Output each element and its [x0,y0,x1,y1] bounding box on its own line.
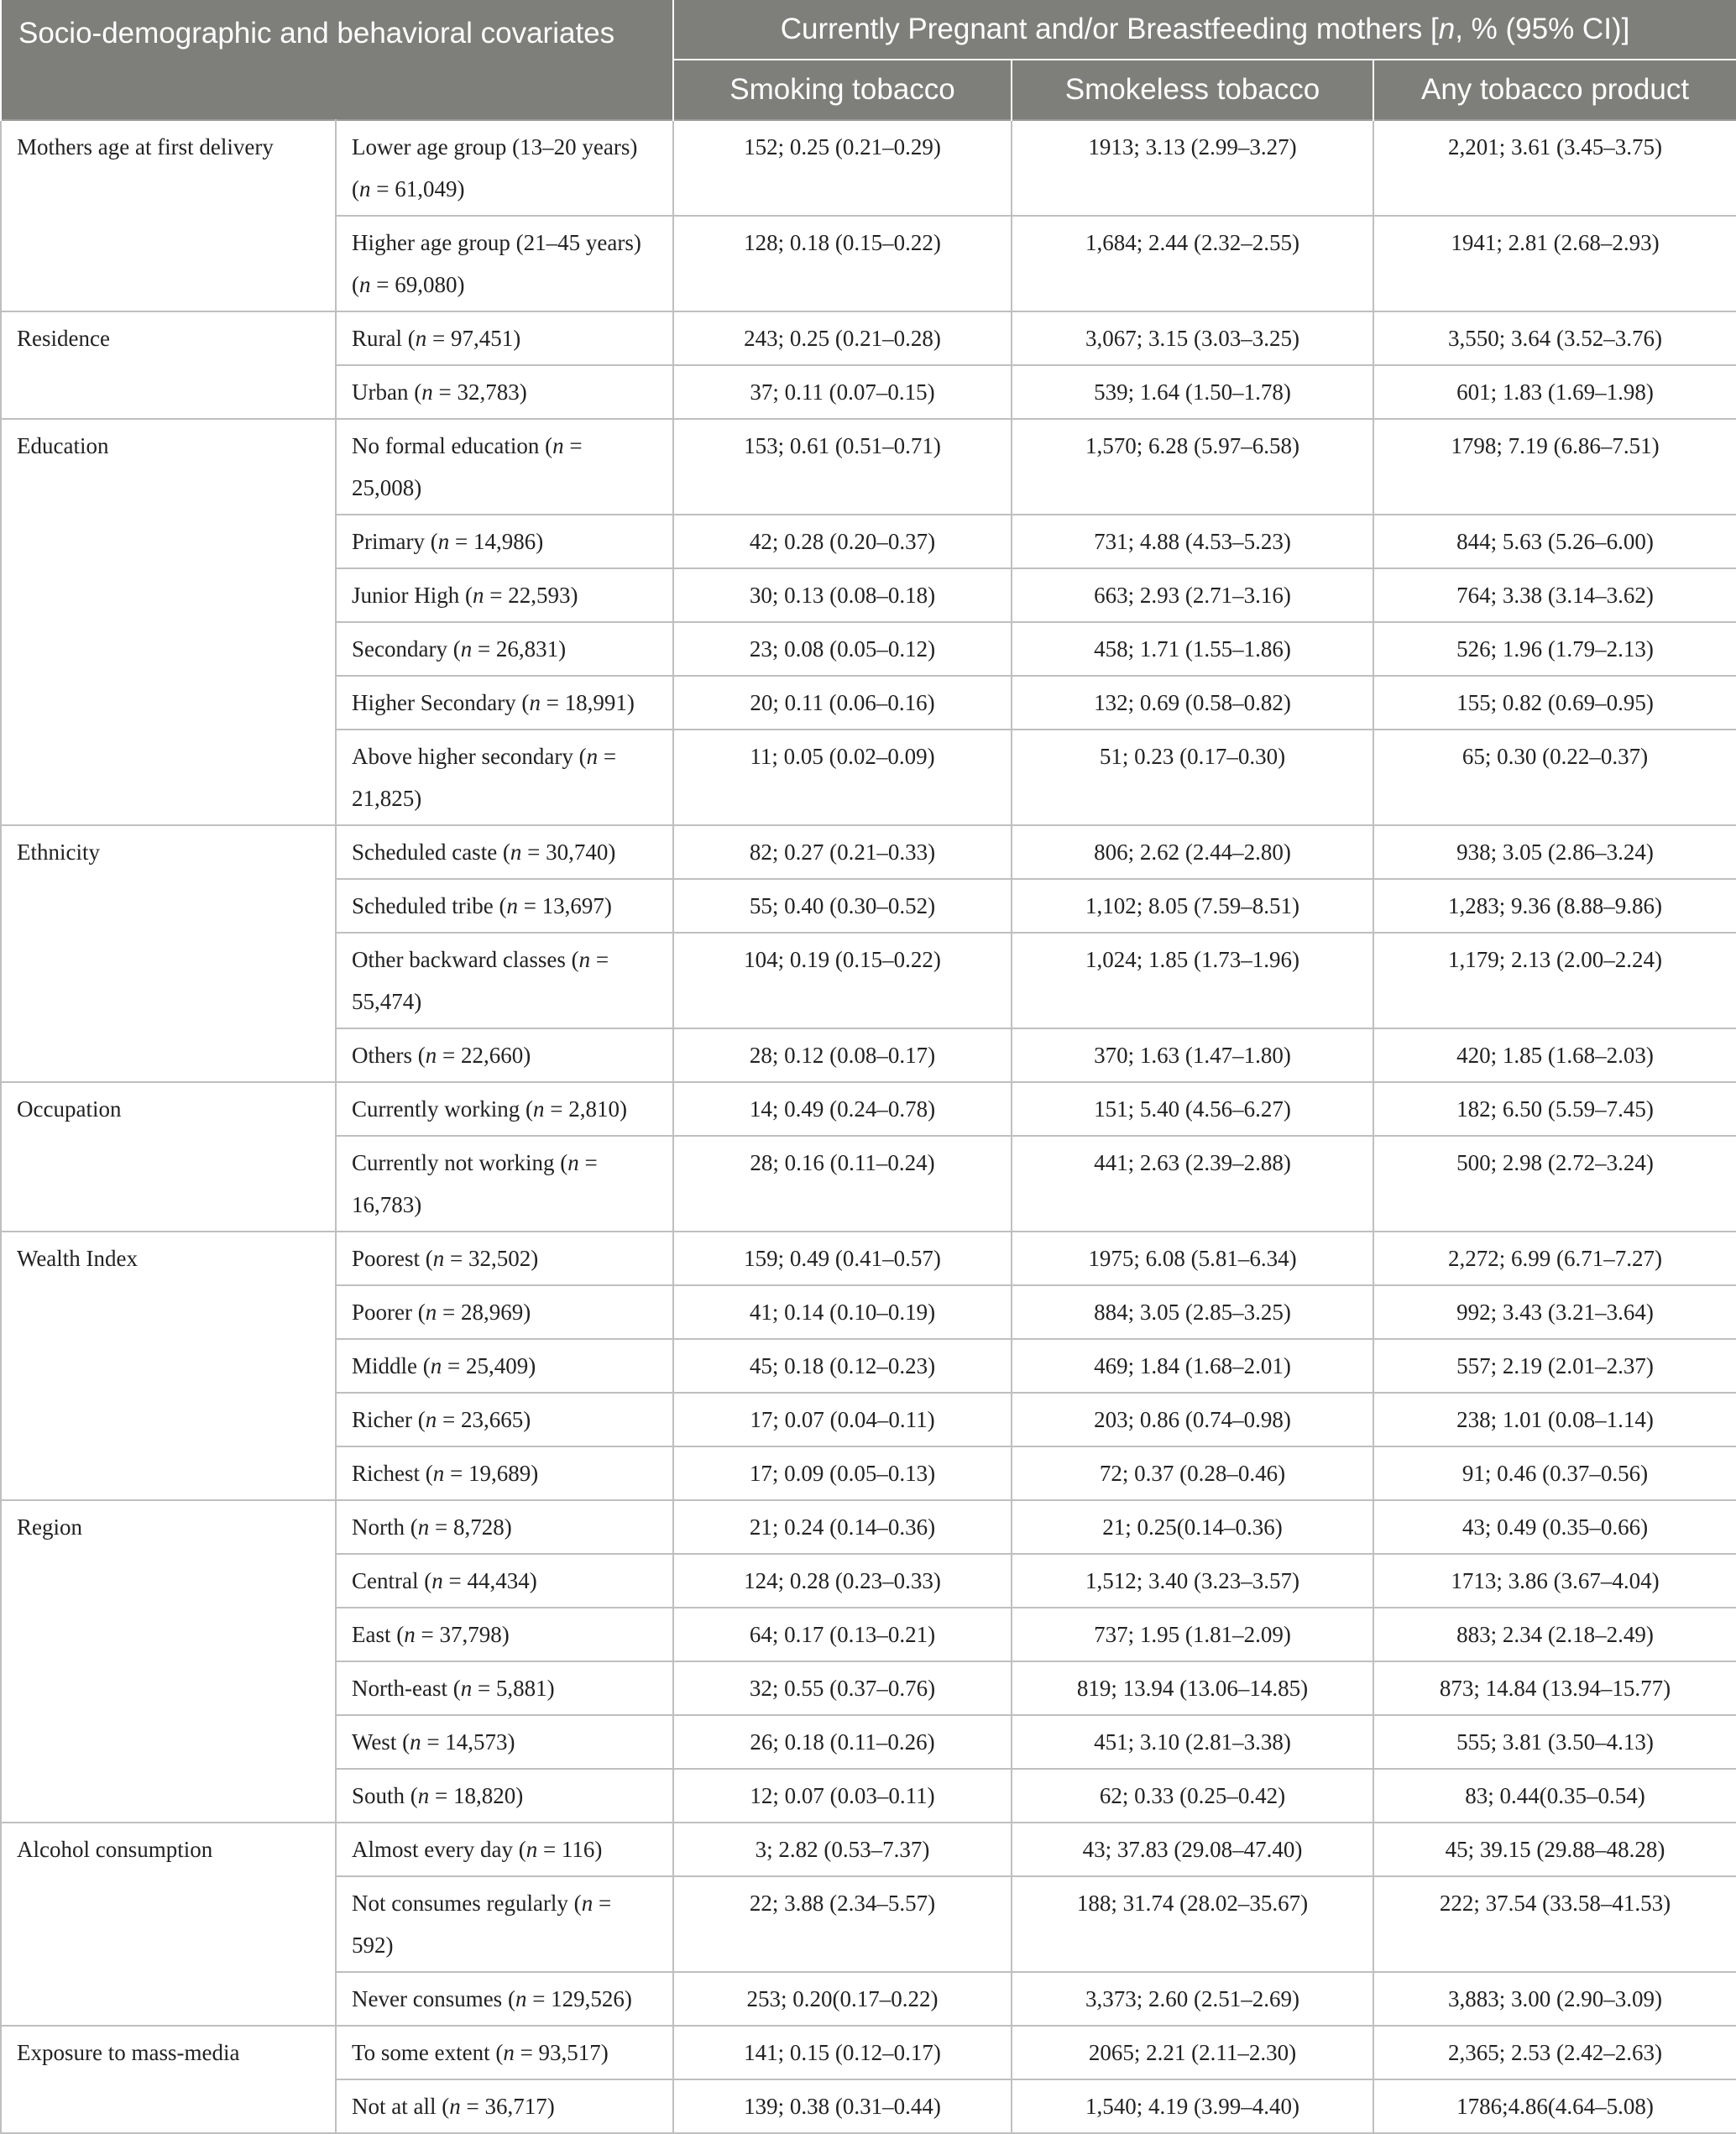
smoking-tobacco-cell: 128; 0.18 (0.15–0.22) [673,216,1012,311]
subgroup-label: Richest ( [352,1461,433,1486]
subgroup-n-symbol: n [421,379,433,405]
subgroup-cell [336,1232,673,1285]
smoking-tobacco-cell: 12; 0.07 (0.03–0.11) [673,1769,1012,1823]
subgroup-label: South ( [352,1783,418,1808]
any-tobacco-cell: 1,283; 9.36 (8.88–9.86) [1373,879,1736,933]
subgroup-cell [336,1285,673,1339]
group-header-n: n [1438,13,1456,45]
subgroup-sample-size: = 37,798) [415,1622,510,1647]
subgroup-cell [336,365,673,419]
any-tobacco-cell: 155; 0.82 (0.69–0.95) [1373,676,1736,730]
any-tobacco-cell: 938; 3.05 (2.86–3.24) [1373,825,1736,879]
subgroup-label: Central ( [352,1568,432,1593]
subgroup-sample-size: = 44,434) [442,1568,537,1593]
smokeless-tobacco-cell: 370; 1.63 (1.47–1.80) [1012,1028,1373,1082]
subgroup-cell [336,419,673,515]
any-tobacco-cell: 222; 37.54 (33.58–41.53) [1373,1876,1736,1972]
smoking-tobacco-cell: 141; 0.15 (0.12–0.17) [673,2026,1012,2079]
subgroup-cell [336,1028,673,1082]
subgroup-sample-size: = 16,783) [352,1150,598,1217]
subgroup-label: East ( [352,1622,405,1647]
subgroup-cell [336,1500,673,1554]
any-tobacco-cell: 1941; 2.81 (2.68–2.93) [1373,216,1736,311]
subgroup-label: North-east ( [352,1676,461,1701]
subgroup-cell [336,730,673,825]
subgroup-sample-size: = 18,991) [540,690,635,715]
any-tobacco-cell: 2,365; 2.53 (2.42–2.63) [1373,2026,1736,2079]
subgroup-n-symbol: n [515,1986,527,2011]
any-tobacco-cell: 883; 2.34 (2.18–2.49) [1373,1608,1736,1661]
subgroup-sample-size: = 32,783) [432,379,527,405]
subgroup-label: North ( [352,1514,418,1540]
any-tobacco-cell: 91; 0.46 (0.37–0.56) [1373,1446,1736,1500]
any-tobacco-cell: 1798; 7.19 (6.86–7.51) [1373,419,1736,515]
subgroup-cell [336,2026,673,2079]
subgroup-label: Higher Secondary ( [352,690,530,715]
subgroup-sample-size: = 93,517) [514,2040,609,2065]
smokeless-tobacco-cell: 1,684; 2.44 (2.32–2.55) [1012,216,1373,311]
smoking-tobacco-cell: 159; 0.49 (0.41–0.57) [673,1232,1012,1285]
smoking-tobacco-cell: 37; 0.11 (0.07–0.15) [673,365,1012,419]
subgroup-sample-size: = 13,697) [517,893,612,918]
smokeless-tobacco-cell: 458; 1.71 (1.55–1.86) [1012,622,1373,676]
smokeless-tobacco-cell: 72; 0.37 (0.28–0.46) [1012,1446,1373,1500]
subgroup-sample-size: = 14,986) [449,529,544,554]
subgroup-cell [336,1393,673,1446]
subgroup-cell [336,622,673,676]
smokeless-tobacco-cell: 451; 3.10 (2.81–3.38) [1012,1715,1373,1769]
subgroup-n-symbol: n [460,1676,473,1701]
category-cell: Alcohol consumption [1,1823,336,2026]
subgroup-cell [336,1339,673,1393]
subgroup-n-symbol: n [432,1461,445,1486]
smoking-tobacco-cell: 11; 0.05 (0.02–0.09) [673,730,1012,825]
table-row [1,120,1736,216]
subgroup-label: Poorer ( [352,1300,426,1325]
subgroup-cell [336,1715,673,1769]
smoking-tobacco-cell: 82; 0.27 (0.21–0.33) [673,825,1012,879]
smokeless-tobacco-cell: 469; 1.84 (1.68–2.01) [1012,1339,1373,1393]
smoking-tobacco-cell: 20; 0.11 (0.06–0.16) [673,676,1012,730]
table-row [1,419,1736,515]
subgroup-n-symbol: n [417,1783,430,1808]
table-row [1,1232,1736,1285]
subgroup-n-symbol: n [473,583,484,608]
smoking-tobacco-cell: 17; 0.07 (0.04–0.11) [673,1393,1012,1446]
smokeless-tobacco-cell: 1,540; 4.19 (3.99–4.40) [1012,2079,1373,2133]
any-tobacco-cell: 238; 1.01 (0.08–1.14) [1373,1393,1736,1446]
any-tobacco-cell: 526; 1.96 (1.79–2.13) [1373,622,1736,676]
table-header [1,0,1736,120]
subgroup-sample-size: = 21,825) [352,744,617,811]
subgroup-label: Not at all ( [352,2094,450,2119]
subgroup-sample-size: = 55,474) [352,947,609,1014]
table-row [1,2026,1736,2079]
category-cell: Residence [1,311,336,419]
category-cell: Wealth Index [1,1232,336,1500]
smoking-tobacco-cell: 55; 0.40 (0.30–0.52) [673,879,1012,933]
subgroup-sample-size: = 32,502) [444,1246,539,1271]
smokeless-tobacco-cell: 663; 2.93 (2.71–3.16) [1012,568,1373,622]
subgroup-cell [336,2079,673,2133]
smoking-tobacco-cell: 21; 0.24 (0.14–0.36) [673,1500,1012,1554]
subgroup-cell [336,1082,673,1136]
subgroup-label: Scheduled caste ( [352,839,510,865]
subgroup-sample-size: = 26,831) [472,636,567,662]
smoking-tobacco-cell: 26; 0.18 (0.11–0.26) [673,1715,1012,1769]
smokeless-tobacco-cell: 884; 3.05 (2.85–3.25) [1012,1285,1373,1339]
subgroup-n-symbol: n [449,2094,461,2119]
any-tobacco-cell: 182; 6.50 (5.59–7.45) [1373,1082,1736,1136]
subgroup-n-symbol: n [503,2040,515,2065]
any-tobacco-cell: 1786;4.86(4.64–5.08) [1373,2079,1736,2133]
subgroup-cell [336,1446,673,1500]
subgroup-label: Secondary ( [352,636,461,662]
subgroup-label: Lower age group (13–20 years) ( [352,134,638,201]
subgroup-sample-size: = 61,049) [370,176,465,201]
subgroup-label: No formal education ( [352,433,553,458]
group-header-prefix: Currently Pregnant and/or Breastfeeding mothers [ [780,13,1439,45]
subgroup-label: Higher age group (21–45 years) ( [352,230,641,297]
subgroup-n-symbol: n [425,1407,437,1432]
any-tobacco-cell: 992; 3.43 (3.21–3.64) [1373,1285,1736,1339]
smoking-tobacco-cell: 22; 3.88 (2.34–5.57) [673,1876,1012,1972]
group-header-suffix: , % (95% CI)] [1455,13,1630,45]
category-cell: Education [1,419,336,825]
any-tobacco-cell: 601; 1.83 (1.69–1.98) [1373,365,1736,419]
any-tobacco-cell: 2,272; 6.99 (6.71–7.27) [1373,1232,1736,1285]
subgroup-cell [336,1972,673,2026]
subgroup-label: Urban ( [352,379,422,405]
subgroup-label: To some extent ( [352,2040,504,2065]
smokeless-tobacco-cell: 737; 1.95 (1.81–2.09) [1012,1608,1373,1661]
smoking-tobacco-cell: 152; 0.25 (0.21–0.29) [673,120,1012,216]
subgroup-n-symbol: n [432,1246,445,1271]
subgroup-n-symbol: n [410,1729,421,1755]
subgroup-cell [336,1554,673,1608]
any-tobacco-cell: 1713; 3.86 (3.67–4.04) [1373,1554,1736,1608]
subgroup-label: Almost every day ( [352,1837,526,1862]
subgroup-cell [336,568,673,622]
any-tobacco-cell: 2,201; 3.61 (3.45–3.75) [1373,120,1736,216]
smoking-tobacco-cell: 28; 0.12 (0.08–0.17) [673,1028,1012,1082]
smoking-tobacco-cell: 153; 0.61 (0.51–0.71) [673,419,1012,515]
subgroup-sample-size: = 22,593) [484,583,578,608]
subgroup-sample-size: = 25,409) [442,1353,536,1378]
smokeless-tobacco-cell: 203; 0.86 (0.74–0.98) [1012,1393,1373,1446]
subgroup-n-symbol: n [506,893,518,918]
smokeless-tobacco-cell: 43; 37.83 (29.08–47.40) [1012,1823,1373,1876]
smokeless-tobacco-cell: 806; 2.62 (2.44–2.80) [1012,825,1373,879]
any-tobacco-cell: 557; 2.19 (2.01–2.37) [1373,1339,1736,1393]
subgroup-label: Currently not working ( [352,1150,568,1175]
any-tobacco-cell: 83; 0.44(0.35–0.54) [1373,1769,1736,1823]
smokeless-tobacco-cell: 62; 0.33 (0.25–0.42) [1012,1769,1373,1823]
subgroup-cell [336,311,673,365]
subgroup-n-symbol: n [510,839,522,865]
subgroup-n-symbol: n [586,744,599,769]
subgroup-cell [336,1876,673,1972]
smoking-tobacco-cell: 14; 0.49 (0.24–0.78) [673,1082,1012,1136]
subgroup-n-symbol: n [430,1353,442,1378]
smokeless-tobacco-cell: 21; 0.25(0.14–0.36) [1012,1500,1373,1554]
subgroup-sample-size: = 116) [537,1837,603,1862]
smoking-tobacco-cell: 253; 0.20(0.17–0.22) [673,1972,1012,2026]
any-tobacco-cell: 873; 14.84 (13.94–15.77) [1373,1661,1736,1715]
subgroup-sample-size: = 36,717) [460,2094,555,2119]
covariates-header: Socio-demographic and behavioral covariates [1,0,673,120]
subgroup-label: Scheduled tribe ( [352,893,507,918]
subgroup-cell [336,879,673,933]
subgroup-label: Other backward classes ( [352,947,579,972]
subgroup-cell [336,216,673,311]
subgroup-cell [336,933,673,1028]
subgroup-n-symbol: n [460,636,473,662]
smokeless-tobacco-cell: 1913; 3.13 (2.99–3.27) [1012,120,1373,216]
table-body [1,120,1736,2133]
category-cell: Mothers age at first delivery [1,120,336,311]
subgroup-label: Rural ( [352,326,416,351]
subgroup-sample-size: = 19,689) [444,1461,539,1486]
smoking-tobacco-cell: 3; 2.82 (0.53–7.37) [673,1823,1012,1876]
smoking-tobacco-cell: 45; 0.18 (0.12–0.23) [673,1339,1012,1393]
subgroup-label: West ( [352,1729,410,1755]
smokeless-tobacco-cell: 1,024; 1.85 (1.73–1.96) [1012,933,1373,1028]
subgroup-cell [336,1661,673,1715]
subgroup-label: Not consumes regularly ( [352,1891,582,1916]
subgroup-n-symbol: n [552,433,564,458]
subgroup-sample-size: = 22,660) [437,1043,531,1068]
smokeless-tobacco-cell: 3,373; 2.60 (2.51–2.69) [1012,1972,1373,2026]
subgroup-n-symbol: n [567,1150,579,1175]
subgroup-label: Middle ( [352,1353,431,1378]
table-row [1,1082,1736,1136]
subgroup-n-symbol: n [359,176,371,201]
subgroup-label: Never consumes ( [352,1986,515,2011]
subgroup-cell [336,825,673,879]
any-tobacco-cell: 3,883; 3.00 (2.90–3.09) [1373,1972,1736,2026]
any-tobacco-cell: 65; 0.30 (0.22–0.37) [1373,730,1736,825]
subgroup-label: Others ( [352,1043,426,1068]
subgroup-n-symbol: n [415,326,427,351]
subgroup-label: Currently working ( [352,1096,533,1122]
table-row [1,825,1736,879]
any-tobacco-header: Any tobacco product [1373,60,1736,120]
smokeless-tobacco-cell: 539; 1.64 (1.50–1.78) [1012,365,1373,419]
subgroup-label: Richer ( [352,1407,426,1432]
smoking-tobacco-cell: 64; 0.17 (0.13–0.21) [673,1608,1012,1661]
any-tobacco-cell: 500; 2.98 (2.72–3.24) [1373,1136,1736,1232]
smoking-tobacco-cell: 243; 0.25 (0.21–0.28) [673,311,1012,365]
subgroup-sample-size: = 2,810) [544,1096,627,1122]
subgroup-cell [336,515,673,568]
subgroup-sample-size: = 30,740) [521,839,616,865]
subgroup-cell [336,1769,673,1823]
subgroup-cell [336,1136,673,1232]
subgroup-sample-size: = 18,820) [429,1783,524,1808]
any-tobacco-cell: 45; 39.15 (29.88–48.28) [1373,1823,1736,1876]
table-row [1,1500,1736,1554]
subgroup-n-symbol: n [404,1622,416,1647]
any-tobacco-cell: 420; 1.85 (1.68–2.03) [1373,1028,1736,1082]
subgroup-label: Poorest ( [352,1246,433,1271]
subgroup-sample-size: = 25,008) [352,433,583,500]
smoking-tobacco-cell: 28; 0.16 (0.11–0.24) [673,1136,1012,1232]
subgroup-n-symbol: n [359,272,371,297]
smoking-tobacco-cell: 42; 0.28 (0.20–0.37) [673,515,1012,568]
subgroup-n-symbol: n [581,1891,593,1916]
subgroup-n-symbol: n [578,947,591,972]
subgroup-n-symbol: n [529,690,541,715]
subgroup-sample-size: = 5,881) [472,1676,555,1701]
subgroup-sample-size: = 69,080) [370,272,465,297]
any-tobacco-cell: 844; 5.63 (5.26–6.00) [1373,515,1736,568]
smokeless-tobacco-cell: 3,067; 3.15 (3.03–3.25) [1012,311,1373,365]
smoking-tobacco-cell: 32; 0.55 (0.37–0.76) [673,1661,1012,1715]
smokeless-tobacco-cell: 151; 5.40 (4.56–6.27) [1012,1082,1373,1136]
category-cell: Exposure to mass-media [1,2026,336,2133]
subgroup-n-symbol: n [532,1096,545,1122]
subgroup-n-symbol: n [417,1514,430,1540]
any-tobacco-cell: 764; 3.38 (3.14–3.62) [1373,568,1736,622]
group-header [673,0,1736,60]
smoking-tobacco-cell: 41; 0.14 (0.10–0.19) [673,1285,1012,1339]
table-row [1,1823,1736,1876]
subgroup-n-symbol: n [425,1043,437,1068]
subgroup-sample-size: = 28,969) [437,1300,531,1325]
smokeless-tobacco-cell: 1975; 6.08 (5.81–6.34) [1012,1232,1373,1285]
subgroup-label: Above higher secondary ( [352,744,587,769]
smoking-tobacco-cell: 30; 0.13 (0.08–0.18) [673,568,1012,622]
subgroup-sample-size: = 592) [352,1891,612,1958]
any-tobacco-cell: 3,550; 3.64 (3.52–3.76) [1373,311,1736,365]
category-cell: Occupation [1,1082,336,1232]
subgroup-n-symbol: n [425,1300,437,1325]
subgroup-cell [336,1608,673,1661]
any-tobacco-cell: 43; 0.49 (0.35–0.66) [1373,1500,1736,1554]
smokeless-tobacco-cell: 1,512; 3.40 (3.23–3.57) [1012,1554,1373,1608]
smokeless-tobacco-cell: 731; 4.88 (4.53–5.23) [1012,515,1373,568]
smokeless-tobacco-cell: 819; 13.94 (13.06–14.85) [1012,1661,1373,1715]
subgroup-label: Junior High ( [352,583,473,608]
any-tobacco-cell: 1,179; 2.13 (2.00–2.24) [1373,933,1736,1028]
smoking-tobacco-cell: 124; 0.28 (0.23–0.33) [673,1554,1012,1608]
smoking-tobacco-cell: 17; 0.09 (0.05–0.13) [673,1446,1012,1500]
smoking-tobacco-cell: 23; 0.08 (0.05–0.12) [673,622,1012,676]
category-cell: Region [1,1500,336,1823]
subgroup-sample-size: = 23,665) [437,1407,531,1432]
subgroup-cell [336,676,673,730]
smokeless-tobacco-cell: 441; 2.63 (2.39–2.88) [1012,1136,1373,1232]
subgroup-sample-size: = 14,573) [421,1729,515,1755]
smokeless-tobacco-header: Smokeless tobacco [1012,60,1373,120]
smokeless-tobacco-cell: 188; 31.74 (28.02–35.67) [1012,1876,1373,1972]
table-row [1,311,1736,365]
smokeless-tobacco-cell: 1,102; 8.05 (7.59–8.51) [1012,879,1373,933]
subgroup-sample-size: = 129,526) [526,1986,632,2011]
smokeless-tobacco-cell: 2065; 2.21 (2.11–2.30) [1012,2026,1373,2079]
smoking-tobacco-header: Smoking tobacco [673,60,1012,120]
subgroup-n-symbol: n [437,529,450,554]
category-cell: Ethnicity [1,825,336,1082]
any-tobacco-cell: 555; 3.81 (3.50–4.13) [1373,1715,1736,1769]
smoking-tobacco-cell: 104; 0.19 (0.15–0.22) [673,933,1012,1028]
subgroup-sample-size: = 97,451) [426,326,521,351]
subgroup-cell [336,120,673,216]
subgroup-n-symbol: n [431,1568,443,1593]
smokeless-tobacco-cell: 1,570; 6.28 (5.97–6.58) [1012,419,1373,515]
smoking-tobacco-cell: 139; 0.38 (0.31–0.44) [673,2079,1012,2133]
subgroup-n-symbol: n [526,1837,538,1862]
subgroup-label: Primary ( [352,529,438,554]
smokeless-tobacco-cell: 132; 0.69 (0.58–0.82) [1012,676,1373,730]
subgroup-cell [336,1823,673,1876]
subgroup-sample-size: = 8,728) [429,1514,512,1540]
smokeless-tobacco-cell: 51; 0.23 (0.17–0.30) [1012,730,1373,825]
